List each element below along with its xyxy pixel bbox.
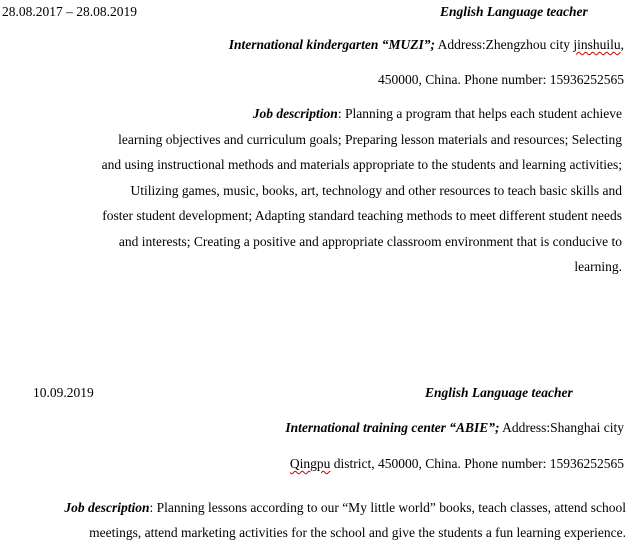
job-2-address-line2: Qingpu district, 450000, China. Phone number: 15936252565 bbox=[290, 456, 624, 472]
job-2-address-flagged: Qingpu bbox=[290, 456, 331, 471]
job-1-employer: International kindergarten “MUZI”; bbox=[229, 37, 435, 52]
job-2-description bbox=[10, 496, 626, 545]
job-1-desc-line: Job description: Planning a program that helps each student achieve bbox=[48, 101, 622, 127]
job-1-address-suffix: , bbox=[621, 37, 624, 52]
job-2-desc-line: meetings, attend marketing activities for the school and give the students a fun learning experience. bbox=[10, 521, 626, 545]
job-1-address-flagged: jinshuilu bbox=[573, 37, 620, 52]
job-1-desc-line: foster student development; Adapting standard teaching methods to meet different student needs bbox=[48, 203, 622, 229]
job-1-dates: 28.08.2017 – 28.08.2019 bbox=[2, 4, 137, 20]
job-1-desc-line: Utilizing games, music, books, art, technology and other resources to teach basic skills and bbox=[48, 178, 622, 204]
job-2-title: English Language teacher bbox=[425, 385, 573, 401]
job-1-desc-label: Job description bbox=[253, 106, 338, 121]
job-2-employer: International training center “ABIE”; bbox=[285, 420, 499, 435]
job-1-desc-line: learning. bbox=[48, 254, 622, 280]
job-1-desc-line: learning objectives and curriculum goals; Preparing lesson materials and resources; Selecting bbox=[48, 127, 622, 153]
job-2-desc-label: Job description bbox=[64, 500, 149, 515]
job-2-employer-line bbox=[285, 420, 624, 436]
job-2-address-line1: Address:Shanghai city bbox=[500, 420, 625, 435]
job-1-desc-line: and interests; Creating a positive and appropriate classroom environment that is conducive to bbox=[48, 229, 622, 255]
job-1-employer-line bbox=[229, 37, 624, 53]
job-1-address-prefix: Address:Zhengzhou city bbox=[435, 37, 573, 52]
job-1-desc-line: and using instructional methods and materials appropriate to the students and learning activities; bbox=[48, 152, 622, 178]
job-2-dates: 10.09.2019 bbox=[33, 385, 94, 401]
job-1-address-line2: 450000, China. Phone number: 15936252565 bbox=[378, 72, 624, 88]
job-2-desc-line: Job description: Planning lessons according to our “My little world” books, teach classes, attend school bbox=[10, 496, 626, 521]
job-1-description bbox=[48, 101, 622, 280]
job-1-title: English Language teacher bbox=[440, 4, 588, 20]
